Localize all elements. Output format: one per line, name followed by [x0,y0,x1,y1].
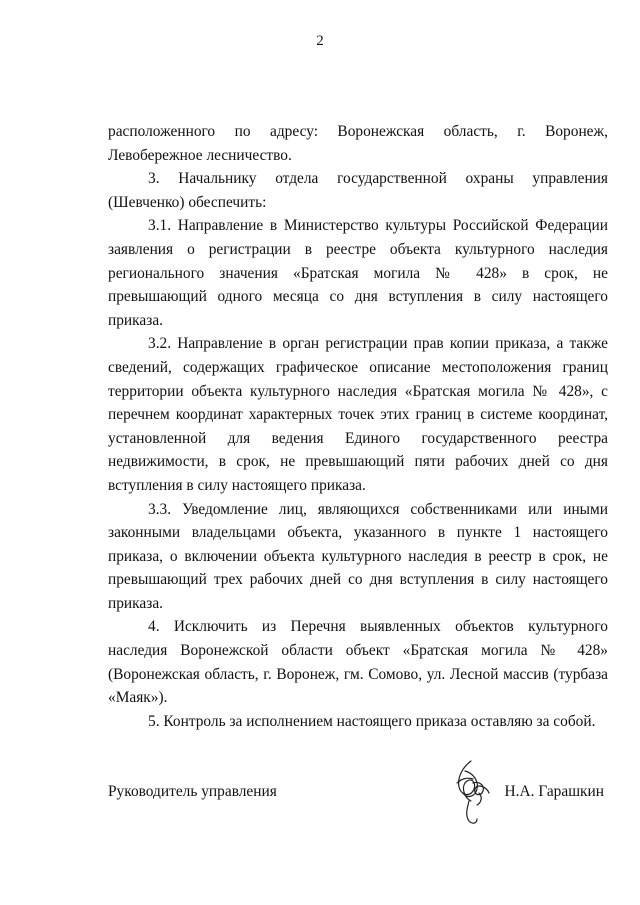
document-body [108,120,608,733]
paragraph-item-3-1: 3.1. Направление в Министерство культуры Российской Федерации заявления о регистрации в реестре объекта культурного наследия регионального значения «Братская могила № 428» в срок, не превышающий одного месяца со дня вступления в силу настоящего приказа. [108,217,608,329]
paragraph-item-4: 4. Исключить из Перечня выявленных объектов культурного наследия Воронежской области объект «Братская могила № 428» (Воронежская область, г. Воронеж, гм. Сомово, ул. Лесной массив (турбаза «Маяк»). [108,618,608,707]
page-number: 2 [316,33,324,49]
paragraph-address-continuation: расположенного по адресу: Воронежская область, г. Воронеж, Левобережное лесничество. [108,123,608,164]
paragraph-item-3-2: 3.2. Направление в орган регистрации прав копии приказа, а также сведений, содержащих графическое описание местоположения границ территории объекта культурного наследия «Братская могила № 428», с перечнем координат характерных точек этих границ в системе координат, установленной для ведения Единого государственного реестра недвижимости, в срок, не превышающий пяти рабочих дней со дня вступления в силу настоящего приказа. [108,335,608,494]
signature-block [108,783,608,813]
paragraph-item-3: 3. Начальнику отдела государственной охраны управления (Шевченко) обеспечить: [108,170,608,211]
signer-title: Руководитель управления [108,783,277,800]
paragraph-item-3-3: 3.3. Уведомление лиц, являющихся собственниками или иными законными владельцами объекта, указанного в пункте 1 настоящего приказа, о включении объекта культурного наследия в реестр в срок, не превышающий трех рабочих дней со дня вступления в силу настоящего приказа. [108,500,608,612]
signer-name: Н.А. Гарашкин [504,783,604,800]
paragraph-item-5: 5. Контроль за исполнением настоящего приказа оставляю за собой. [148,712,596,730]
handwritten-signature [443,753,503,828]
